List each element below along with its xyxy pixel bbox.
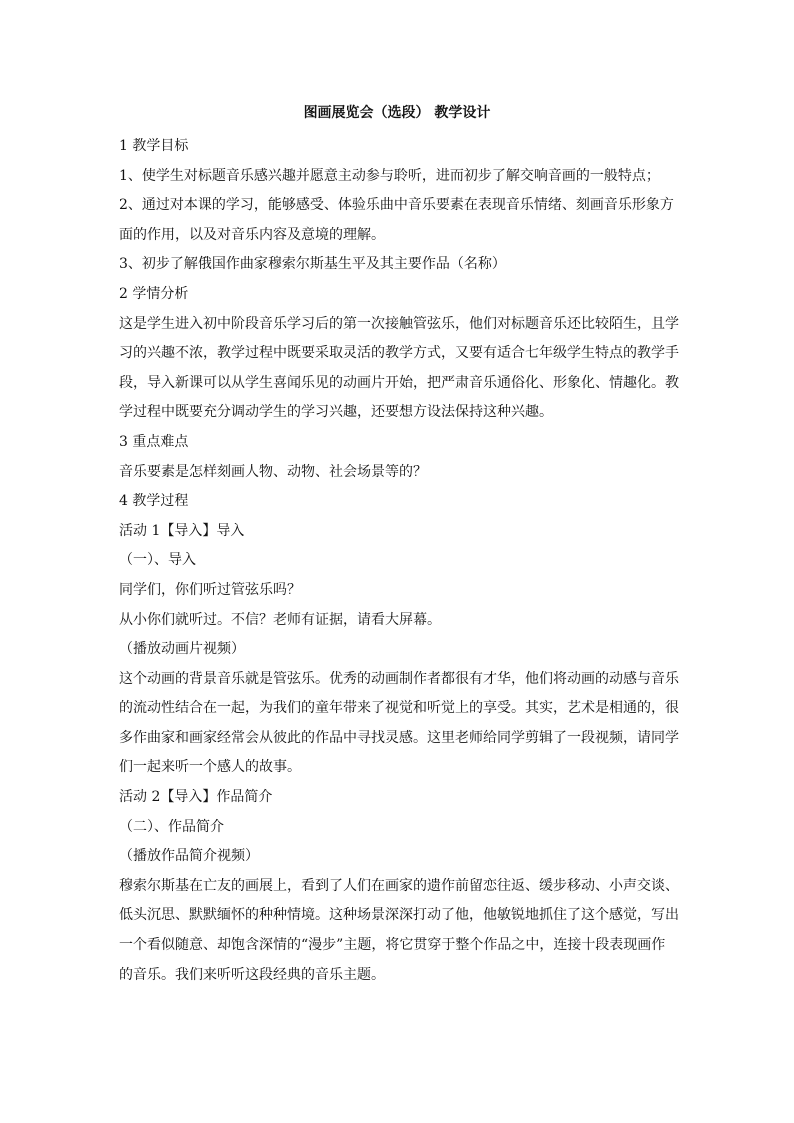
key-points-text: 音乐要素是怎样刻画人物、动物、社会场景等的？ bbox=[119, 463, 427, 480]
activity-2-title: 活动 2【导入】作品简介 bbox=[119, 789, 273, 806]
goal-3: 3、初步了解俄国作曲家穆索尔斯基生平及其主要作品（名称） bbox=[119, 256, 506, 273]
heading-key-points: 3 重点难点 bbox=[119, 433, 189, 450]
intro-paragraph: 这个动画的背景音乐就是管弦乐。优秀的动画制作者都很有才华，他们将动画的动感与音乐的流动性结合在一起，为我们的童年带来了视觉和听觉上的享受。其实，艺术是相通的，很多作曲家和画家经常会从彼此的作品中寻找灵感。这里老师给同学剪辑了一段视频，请同学们一起来听一个感人的故事。 bbox=[119, 670, 679, 776]
intro-line-1: 同学们，你们听过管弦乐吗？ bbox=[119, 581, 301, 598]
heading-teaching-goals: 1 教学目标 bbox=[119, 138, 189, 154]
heading-learning-analysis: 2 学情分析 bbox=[119, 285, 189, 302]
goal-1: 1、使学生对标题音乐感兴趣并愿意主动参与聆听，进而初步了解交响音画的一般特点； bbox=[119, 167, 660, 184]
document-title: 图画展览会（选段） 教学设计 bbox=[303, 105, 491, 121]
intro-line-2: 从小你们就听过。不信？老师有证据，请看大屏幕。 bbox=[119, 611, 441, 628]
intro-line-3: （播放动画片视频） bbox=[119, 641, 245, 658]
section-2-title: （二）、作品简介 bbox=[119, 818, 224, 835]
section-2-note: （播放作品简介视频） bbox=[119, 848, 259, 865]
work-intro-paragraph: 穆索尔斯基在亡友的画展上，看到了人们在画家的遗作前留恋往返、缓步移动、小声交谈、低头沉思、默默缅怀的种种情境。这种场景深深打动了他，他敏锐地抓住了这个感觉，写出一个看似随意、却饱含深情的“漫步”主题，将它贯穿于整个作品之中，连接十段表现画作的音乐。我们来听听这段经典的音乐主题。 bbox=[119, 877, 679, 983]
document-body bbox=[119, 132, 679, 990]
section-1-title: （一）、导入 bbox=[119, 552, 196, 569]
heading-teaching-process: 4 教学过程 bbox=[119, 493, 189, 510]
goal-2: 2、通过对本课的学习，能够感受、体验乐曲中音乐要素在表现音乐情绪、刻画音乐形象方面的作用，以及对音乐内容及意境的理解。 bbox=[119, 197, 674, 243]
activity-1-title: 活动 1【导入】导入 bbox=[119, 522, 245, 539]
learning-analysis-text: 这是学生进入初中阶段音乐学习后的第一次接触管弦乐，他们对标题音乐还比较陌生，且学习的兴趣不浓，教学过程中既要采取灵活的教学方式，又要有适合七年级学生特点的教学手段，导入新课可以从学生喜闻乐见的动画片开始，把严肃音乐通俗化、形象化、情趣化。教学过程中既要充分调动学生的学习兴趣，还要想方设法保持这种兴趣。 bbox=[119, 315, 679, 421]
